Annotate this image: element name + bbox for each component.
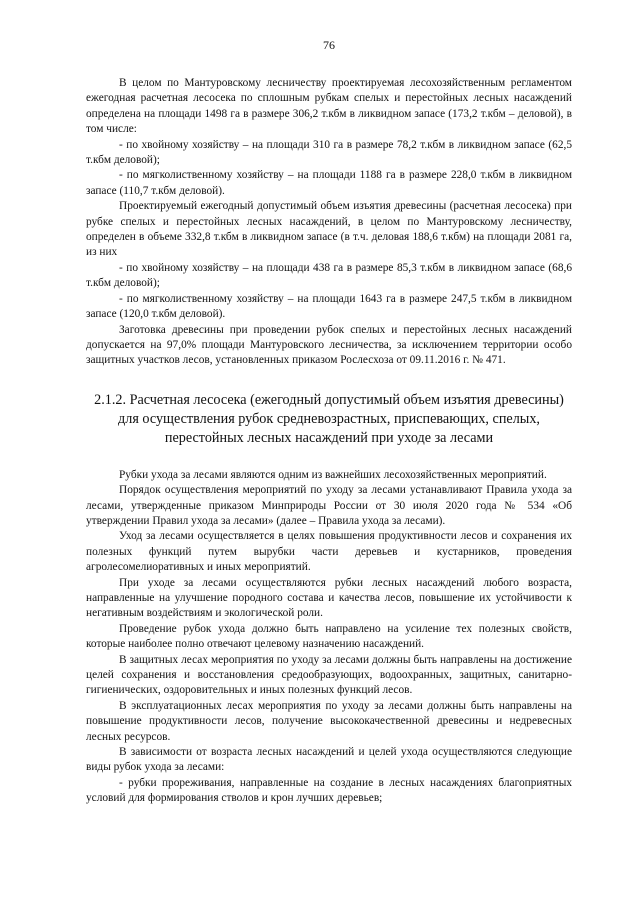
body-paragraph: Уход за лесами осуществляется в целях повышения продуктивности лесов и сохранения их полезных функций путем вырубки части деревьев и кустарников, проведения агролесомелиоративных и иных мероприятий. <box>86 530 572 574</box>
intro-paragraph: Заготовка древесины при проведении рубок спелых и перестойных лесных насаждений допускается на 97,0% площади Мантуровского лесничества, за исключением территории особо защитных участков лесов, установленных приказом Рослесхоза от 09.11.2016 г. № 471. <box>86 323 572 367</box>
body-paragraph: В эксплуатационных лесах мероприятия по уходу за лесами должны быть направлены на повышение продуктивности лесов, получение высококачественной древесины и недревесных лесных ресурсов. <box>86 699 572 743</box>
intro-paragraph: В целом по Мантуровскому лесничеству проектируемая лесохозяйственным регламентом ежегодная расчетная лесосека по сплошным рубкам спелых и перестойных лесных насаждений определена на площади 1498 га в размере 306,2 т.кбм в ликвидном запасе (173,2 т.кбм – деловой), в том числе: <box>86 77 572 136</box>
body-paragraph: Проведение рубок ухода должно быть направлено на усиление тех полезных свойств, которые наиболее полно отвечают целевому назначению насаждений. <box>86 622 572 651</box>
body-paragraph: В защитных лесах мероприятия по уходу за лесами должны быть направлены на достижение целей сохранения и восстановления средообразующих, водоохранных, защитных, санитарно-гигиенических, оздоровительных и иных полезных функций лесов. <box>86 653 572 697</box>
intro-paragraph: Проектируемый ежегодный допустимый объем изъятия древесины (расчетная лесосека) при рубке спелых и перестойных лесных насаждений, в целом по Мантуровскому лесничеству, определен в объеме 332,8 т.кбм в ликвидном запасе (в т.ч. деловая 188,6 т.кбм) на площади 2081 га, из них <box>86 200 572 259</box>
page-number: 76 <box>323 38 335 52</box>
body-paragraph: - рубки прореживания, направленные на создание в лесных насаждениях благоприятных условий для формирования стволов и крон лучших деревьев; <box>86 776 572 805</box>
intro-paragraph: - по хвойному хозяйству – на площади 310 га в размере 78,2 т.кбм в ликвидном запасе (62,5 т.кбм деловой); <box>86 138 572 167</box>
intro-paragraph: - по хвойному хозяйству – на площади 438 га в размере 85,3 т.кбм в ликвидном запасе (68,6 т.кбм деловой); <box>86 261 572 290</box>
intro-section <box>86 76 572 369</box>
body-paragraph: В зависимости от возраста лесных насаждений и целей ухода осуществляются следующие виды рубок ухода за лесами: <box>86 746 572 774</box>
body-paragraph: Рубки ухода за лесами являются одним из важнейших лесохозяйственных мероприятий. <box>119 468 547 481</box>
intro-paragraph: - по мягколиственному хозяйству – на площади 1188 га в размере 228,0 т.кбм в ликвидном запасе (110,7 т.кбм деловой). <box>86 169 572 197</box>
body-section <box>86 468 572 807</box>
body-paragraph: При уходе за лесами осуществляются рубки лесных насаждений любого возраста, направленные на улучшение породного состава и качества лесов, повышение их устойчивости к негативным воздействиям и экологической роли. <box>86 576 572 620</box>
section-heading: 2.1.2. Расчетная лесосека (ежегодный допустимый объем изъятия древесины) для осуществления рубок средневозрастных, приспевающих, спелых, перестойных лесных насаждений при уходе за лесами <box>94 391 564 446</box>
body-paragraph: Порядок осуществления мероприятий по уходу за лесами устанавливают Правила ухода за лесами, утвержденные приказом Минприроды России от 30 июля 2020 года № 534 «Об утверждении Правил ухода за лесами» (далее – Правила ухода за лесами). <box>86 484 572 527</box>
intro-paragraph: - по мягколиственному хозяйству – на площади 1643 га в размере 247,5 т.кбм в ликвидном запасе (120,0 т.кбм деловой). <box>86 292 572 321</box>
